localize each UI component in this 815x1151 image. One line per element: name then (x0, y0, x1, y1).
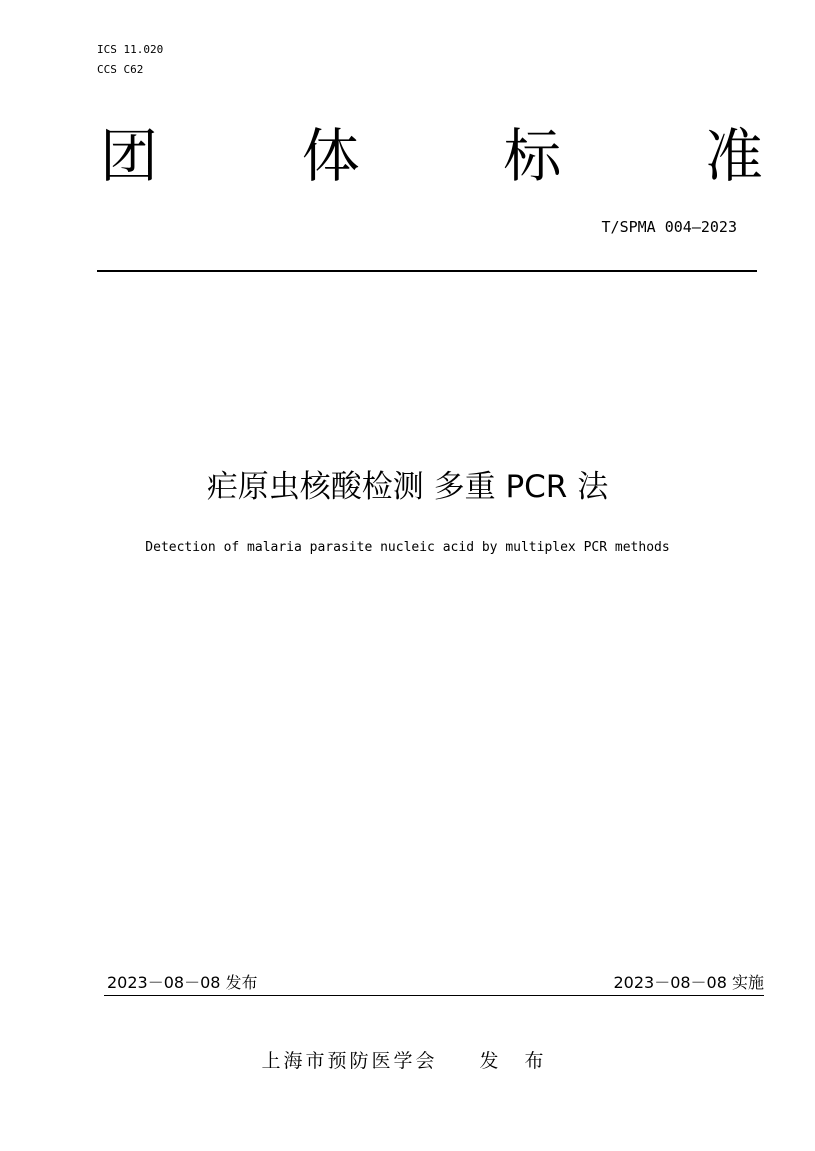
standard-type-char: 团 (100, 122, 159, 190)
title-chinese: 疟原虫核酸检测 多重 PCR 法 (206, 469, 609, 505)
ccs-code: CCS C62 (97, 63, 144, 76)
standard-type-heading (100, 123, 763, 189)
header-divider (97, 270, 757, 272)
implement-date: 2023－08－08 实施 (613, 973, 764, 992)
publish-label: 发 布 (479, 1050, 554, 1072)
ics-code: ICS 11.020 (97, 43, 164, 56)
standard-type-char: 准 (704, 122, 763, 190)
title-english: Detection of malaria parasite nucleic acid by multiplex PCR methods (145, 540, 670, 555)
publish-date: 2023－08－08 发布 (107, 973, 258, 992)
standard-type-char: 标 (503, 122, 562, 190)
standard-code: T/SPMA 004—2023 (601, 218, 737, 236)
date-divider (104, 995, 764, 996)
standard-type-char: 体 (301, 122, 360, 190)
publisher-name: 上海市预防医学会 (261, 1050, 438, 1072)
publisher-line (0, 1049, 815, 1073)
